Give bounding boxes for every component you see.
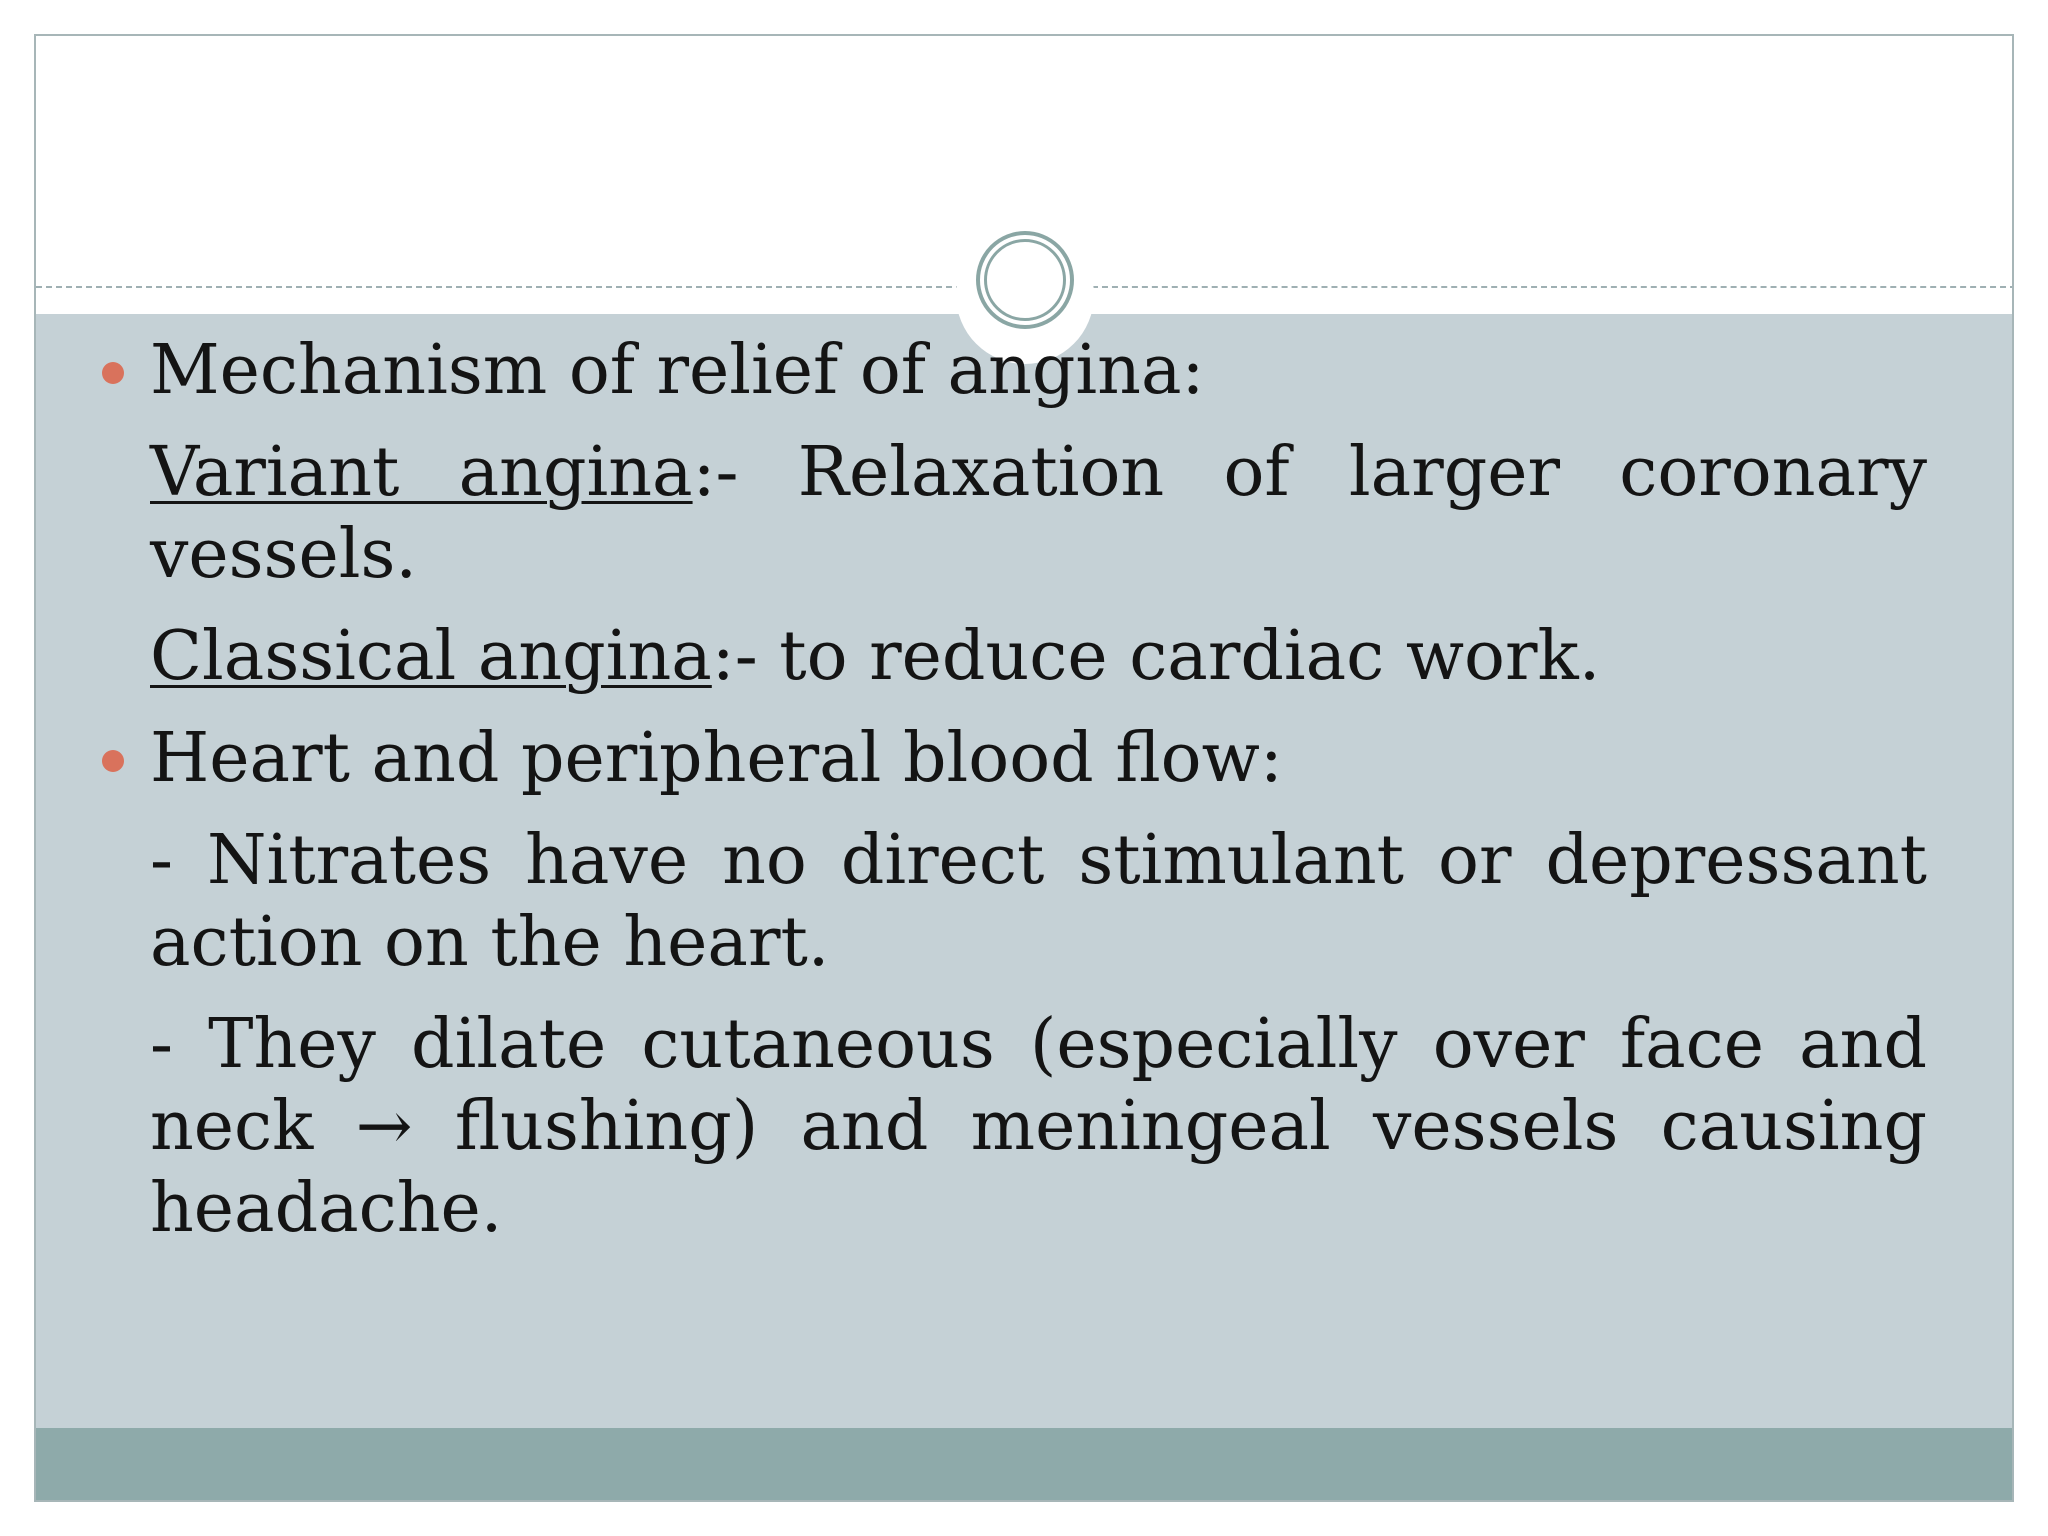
bullet-dot-icon xyxy=(102,750,124,772)
sub-paragraph xyxy=(150,432,1927,596)
sub-paragraph: - Nitrates have no direct stimulant or depressant action on the heart. xyxy=(150,821,1927,982)
sub-paragraph: - They dilate cutaneous (especially over face and neck → flushing) and meningeal vessels causing headache. xyxy=(150,1005,1927,1248)
divider-ring-inner xyxy=(984,239,1066,321)
paragraph-text: :- Relaxation of larger coronary vessels. xyxy=(150,433,1927,594)
title-divider-right xyxy=(1092,286,2014,288)
bullet-item xyxy=(150,330,1927,412)
bullet-heading: Heart and peripheral blood flow: xyxy=(150,719,1283,798)
term-classical-angina: Classical angina xyxy=(150,617,712,696)
slide-body xyxy=(150,330,1927,1250)
bullet-heading: Mechanism of relief of angina: xyxy=(150,331,1205,410)
bullet-dot-icon xyxy=(102,362,124,384)
sub-paragraph xyxy=(150,616,1927,698)
bullet-item xyxy=(150,718,1927,800)
paragraph-text: :- to reduce cardiac work. xyxy=(711,617,1601,696)
term-variant-angina: Variant angina xyxy=(150,433,693,512)
title-divider-left xyxy=(36,286,962,288)
footer-band xyxy=(36,1428,2012,1500)
